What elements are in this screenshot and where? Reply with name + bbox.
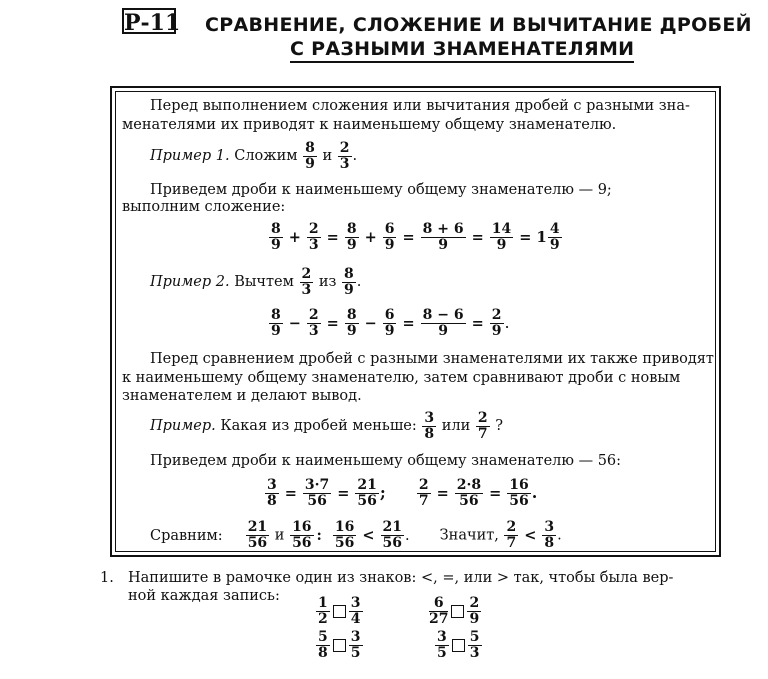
punct: . bbox=[557, 527, 562, 544]
fraction: $\frac{8}{9}$ bbox=[346, 307, 357, 339]
fraction: $\frac{21}{56}$ bbox=[357, 477, 377, 509]
fraction: $\frac{3}{4}$ bbox=[350, 595, 361, 627]
fraction: $\frac{3}{8}$ bbox=[544, 519, 555, 551]
whole-part: 1 bbox=[536, 228, 547, 246]
rule-text-line: к наименьшему общему знаменателю, затем сравнивают дроби с новым bbox=[122, 370, 681, 386]
example-label: Пример 2. bbox=[150, 274, 230, 290]
conclusion-label: Значит, bbox=[439, 527, 499, 544]
fraction: $\frac{5}{3}$ bbox=[469, 629, 480, 661]
punct: : bbox=[316, 526, 322, 544]
punct: . bbox=[356, 274, 362, 290]
fraction: $\frac{2}{9}$ bbox=[469, 595, 480, 627]
fraction: $\frac{1}{2}$ bbox=[318, 595, 328, 627]
worksheet-label: Р-11 bbox=[124, 10, 181, 36]
example-text: Какая из дробей меньше: bbox=[220, 418, 417, 434]
fraction: $\frac{2}{7}$ bbox=[477, 409, 488, 442]
conjunction: и bbox=[322, 148, 333, 164]
fraction: $\frac{2}{9}$ bbox=[491, 307, 502, 339]
punct: . bbox=[352, 148, 358, 164]
fraction: $\frac{8 - 6}{9}$ bbox=[422, 307, 464, 339]
example-3-statement bbox=[150, 410, 503, 442]
fraction: $\frac{16}{56}$ bbox=[334, 519, 355, 551]
fraction: $\frac{6}{9}$ bbox=[384, 221, 395, 253]
fraction: $\frac{2}{3}$ bbox=[339, 139, 350, 172]
answer-box[interactable] bbox=[451, 605, 464, 618]
task-number: 1. bbox=[100, 570, 114, 586]
rule-text-line: Перед выполнением сложения или вычитания дробей с разными зна- bbox=[150, 98, 690, 114]
example-text: Вычтем bbox=[234, 274, 294, 290]
compare-line: Сравним: $\frac{21}{56}$ и $\frac{16}{56}$ : $\frac{16}{56}$ < $\frac{21}{56}$ . Значит, $\frac{2}{7}$ < $\frac{3}{8}$ . bbox=[150, 519, 562, 551]
fraction: $\frac{8}{9}$ bbox=[271, 307, 281, 339]
fraction: $\frac{8 + 6}{9}$ bbox=[422, 221, 464, 253]
fraction: $\frac{6}{9}$ bbox=[384, 307, 395, 339]
task-text-line: ной каждая запись: bbox=[128, 588, 280, 604]
fraction: $\frac{14}{9}$ bbox=[491, 221, 512, 253]
rule-text-line: Приведем дроби к наименьшему общему знаменателю — 56: bbox=[150, 453, 622, 469]
task-item bbox=[315, 630, 364, 661]
rule-text-line: выполним сложение: bbox=[122, 199, 286, 215]
answer-box[interactable] bbox=[333, 605, 346, 618]
fraction: $\frac{3}{5}$ bbox=[437, 629, 447, 661]
conjunction: из bbox=[318, 274, 337, 290]
fraction: $\frac{21}{56}$ bbox=[247, 519, 268, 551]
punct: ? bbox=[495, 418, 504, 434]
fraction: $\frac{2}{7}$ bbox=[418, 477, 429, 509]
compare-label: Сравним: bbox=[150, 527, 223, 544]
title-line-1: СРАВНЕНИЕ, СЛОЖЕНИЕ И ВЫЧИТАНИЕ ДРОБЕЙ bbox=[205, 14, 752, 36]
fraction: $\frac{2\cdot 8}{56}$ bbox=[456, 477, 482, 509]
fraction: $\frac{5}{8}$ bbox=[318, 629, 328, 661]
rule-text-line: Перед сравнением дробей с разными знаменателями их также приводят bbox=[150, 351, 714, 367]
task-text-line: Напишите в рамочке один из знаков: <, =, или > так, чтобы была вер- bbox=[128, 570, 674, 586]
conjunction: и bbox=[274, 527, 285, 544]
example-text: Сложим bbox=[234, 148, 298, 164]
title-line-2: С РАЗНЫМИ ЗНАМЕНАТЕЛЯМИ bbox=[290, 38, 634, 63]
fraction: $\frac{3}{8}$ bbox=[267, 477, 277, 509]
fraction: $\frac{21}{56}$ bbox=[382, 519, 403, 551]
fraction: $\frac{6}{27}$ bbox=[429, 595, 449, 627]
conjunction: или bbox=[441, 418, 471, 434]
fraction: $\frac{8}{9}$ bbox=[271, 221, 281, 253]
fraction: $\frac{8}{9}$ bbox=[305, 139, 315, 172]
fraction: $\frac{3}{8}$ bbox=[424, 409, 435, 442]
fraction: $\frac{2}{3}$ bbox=[301, 265, 312, 298]
example-label: Пример 1. bbox=[150, 148, 230, 164]
fraction: $\frac{3\cdot 7}{56}$ bbox=[304, 477, 330, 509]
equation-common-denominator: $\frac{3}{8}$ = $\frac{3\cdot 7}{56}$ = $\frac{21}{56}$ ; $\frac{2}{7}$ = $\frac{2\cdot 8}{56}$ = $\frac{16}{56}$ . bbox=[267, 477, 538, 509]
task-item bbox=[434, 630, 483, 661]
example-label: Пример. bbox=[150, 418, 216, 434]
answer-box[interactable] bbox=[452, 639, 465, 652]
fraction: $\frac{3}{5}$ bbox=[350, 629, 361, 661]
equation-addition: $\frac{8}{9}$ + $\frac{2}{3}$ = $\frac{8}{9}$ + $\frac{6}{9}$ = $\frac{8 + 6}{9}$ = $\frac{14}{9}$ = 1 $\frac{4}{9}$ bbox=[271, 221, 560, 253]
punct: . bbox=[405, 527, 410, 544]
punct: ; bbox=[379, 483, 386, 502]
rule-text-line: Приведем дроби к наименьшему общему знаменателю — 9; bbox=[150, 182, 612, 198]
punct: . bbox=[531, 483, 538, 502]
fraction: $\frac{16}{56}$ bbox=[292, 519, 312, 551]
fraction: $\frac{2}{7}$ bbox=[506, 519, 517, 551]
fraction: $\frac{4}{9}$ bbox=[549, 221, 560, 253]
example-1-statement bbox=[150, 140, 357, 172]
fraction: $\frac{2}{3}$ bbox=[308, 307, 319, 339]
answer-box[interactable] bbox=[333, 639, 346, 652]
rule-text-line: знаменателем и делают вывод. bbox=[122, 388, 362, 404]
fraction: $\frac{8}{9}$ bbox=[344, 265, 354, 298]
fraction: $\frac{2}{3}$ bbox=[308, 221, 319, 253]
fraction: $\frac{8}{9}$ bbox=[346, 221, 357, 253]
task-item bbox=[315, 596, 364, 627]
rule-text-line: менателями их приводят к наименьшему общему знаменателю. bbox=[122, 117, 617, 133]
equation-subtraction: $\frac{8}{9}$ − $\frac{2}{3}$ = $\frac{8}{9}$ − $\frac{6}{9}$ = $\frac{8 - 6}{9}$ = $\frac{2}{9}$ . bbox=[271, 307, 510, 339]
example-2-statement bbox=[150, 266, 361, 298]
punct: . bbox=[504, 313, 510, 332]
task-item bbox=[428, 596, 482, 627]
fraction: $\frac{16}{56}$ bbox=[509, 477, 529, 509]
